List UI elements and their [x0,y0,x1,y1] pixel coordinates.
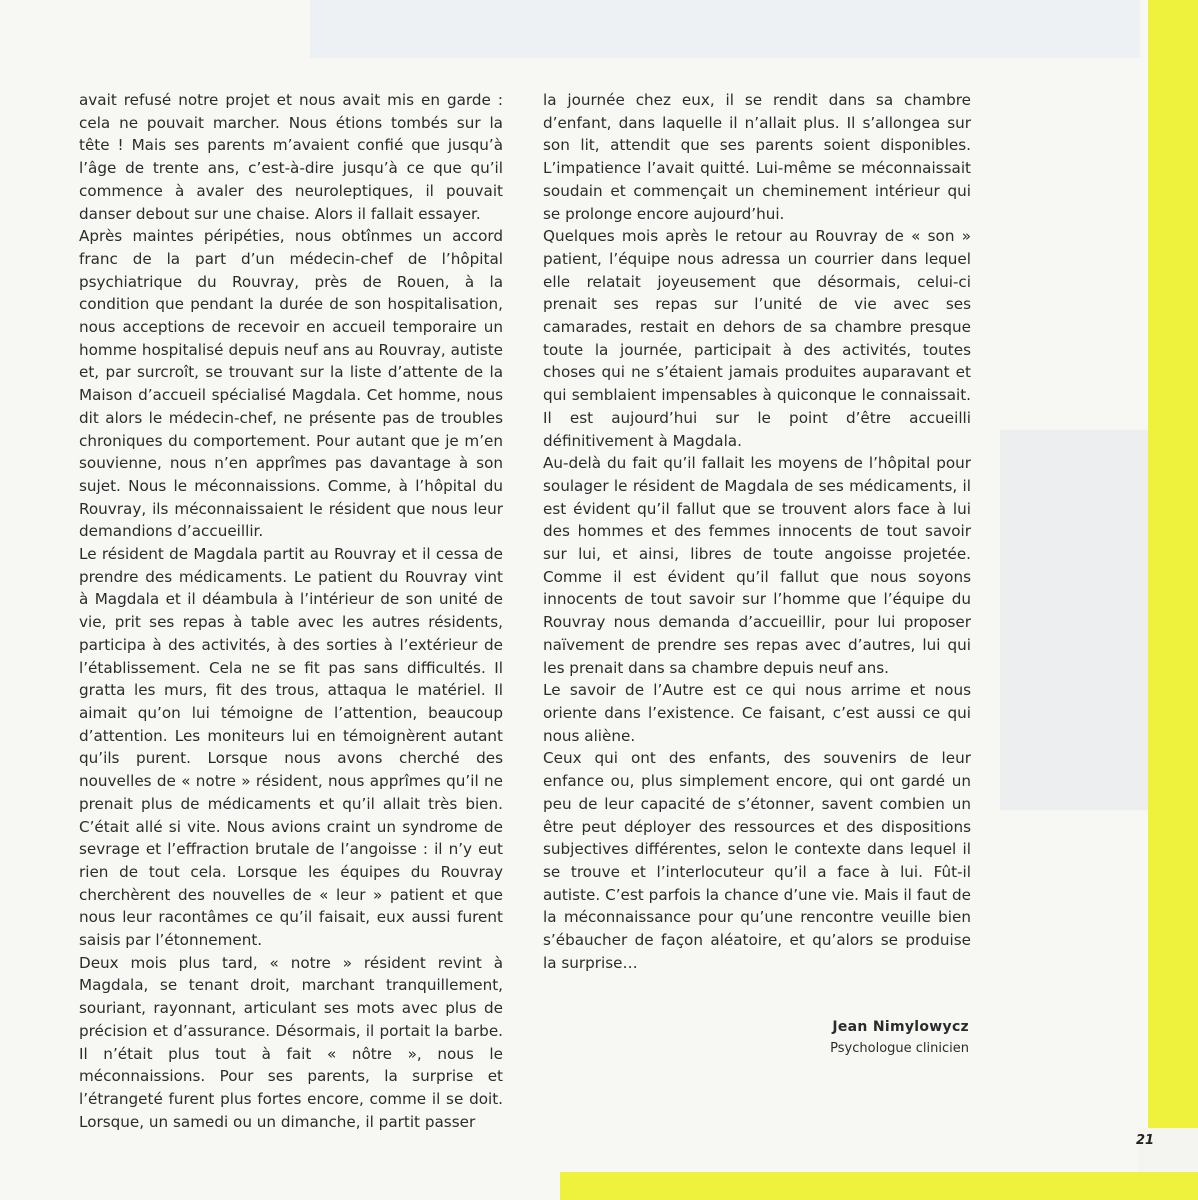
background-tint-right [1000,430,1150,810]
yellow-page-edge [1148,0,1198,1200]
background-tint-top [310,0,1140,58]
author-signature [740,1016,969,1060]
paragraph: Le résident de Magdala partit au Rouvray et il cessa de prendre des médicaments. Le patient du Rouvray vint à Magdala et il déambula à l’intérieur de son unité de vie, prit ses repas à table avec les autres résidents, participa à des activités, à des sorties à l’extérieur de l’établissement. Cela ne se fit pas sans difficultés. Il gratta les murs, fit des trous, attaqua le matériel. Il aimait qu’on lui témoigne de l’attention, beaucoup d’attention. Les moniteurs lui en témoignèrent autant qu’ils purent. Lorsque nous avons cherché des nouvelles de « notre » résident, nous apprîmes qu’il ne prenait plus de médicaments et qu’il allait très bien. C’était allé si vite. Nous avions craint un syndrome de sevrage et l’effraction brutale de l’angoisse : il n’y eut rien de tout cela. Lorsque les équipes du Rouvray cherchèrent des nouvelles de « leur » patient et que nous leur racontâmes ce qu’il faisait, eux aussi furent saisis par l’étonnement. [79,545,503,950]
author-title: Psychologue clinicien [830,1041,969,1056]
paragraph: Ceux qui ont des enfants, des souvenirs de leur enfance ou, plus simplement encore, qui ont gardé un peu de leur capacité de s’étonner, savent combien un être peut déployer des ressources et des dispositions subjectives différentes, selon le contexte dans lequel il se trouve et l’interlocuteur qu’il a face à lui. Fût-il autiste. C’est parfois la chance d’une vie. Mais il faut de la méconnaissance pour qu’une rencontre veuille bien s’ébaucher de façon aléatoire, et qu’alors se produise la surprise… [543,749,971,972]
paragraph: Le savoir de l’Autre est ce qui nous arrime et nous oriente dans l’existence. Ce faisant, c’est aussi ce qui nous aliène. [543,681,971,745]
paragraph: la journée chez eux, il se rendit dans sa chambre d’enfant, dans laquelle il n’allait plus. Il s’allongea sur son lit, attendit que ses parents soient disponibles. L’impatience l’avait quitté. Lui-même se méconnaissait soudain et commençait un cheminement intérieur qui se prolonge encore aujourd’hui. [543,91,971,223]
right-column [543,89,971,974]
page-number: 21 [1136,1133,1155,1148]
yellow-page-edge-bottom [560,1172,1198,1200]
author-name: Jean Nimylowycz [832,1019,969,1035]
left-column [79,89,503,1133]
paragraph: Après maintes péripéties, nous obtînmes un accord franc de la part d’un médecin-chef de l’hôpital psychiatrique du Rouvray, près de Rouen, à la condition que pendant la durée de son hospitalisation, nous acceptions de recevoir en accueil temporaire un homme hospitalisé depuis neuf ans au Rouvray, autiste et, par surcroît, se trouvant sur la liste d’attente de la Maison d’accueil spécialisé Magdala. Cet homme, nous dit alors le médecin-chef, ne présente pas de troubles chroniques du comportement. Pour autant que je m’en souvienne, nous n’en apprîmes pas davantage à son sujet. Nous le méconnaissions. Comme, à l’hôpital du Rouvray, ils méconnaissaient le résident que nous leur demandions d’accueillir. [79,227,503,541]
paragraph: Deux mois plus tard, « notre » résident revint à Magdala, se tenant droit, marchant tranquillement, souriant, rayonnant, articulant ses mots avec plus de précision et d’assurance. Désormais, il portait la barbe. Il n’était plus tout à fait « nôtre », nous le méconnaissions. Pour ses parents, la surprise et l’étrangeté furent plus fortes encore, comme il se doit. Lorsque, un samedi ou un dimanche, il partit passer [79,953,503,1131]
paragraph: Quelques mois après le retour au Rouvray de « son » patient, l’équipe nous adressa un courrier dans lequel elle relatait joyeusement que désormais, celui-ci prenait ses repas sur l’unité de vie avec ses camarades, restait en dehors de sa chambre presque toute la journée, participait à des activités, toutes choses qui ne s’étaient jamais produites auparavant et qui semblaient impensables à quiconque le connaissait. Il est aujourd’hui sur le point d’être accueilli définitivement à Magdala. [543,227,971,450]
paragraph: Au-delà du fait qu’il fallait les moyens de l’hôpital pour soulager le résident de Magdala de ses médicaments, il est évident qu’il fallut que se trouvent alors face à lui des hommes et des femmes innocents de tout savoir sur lui, et ainsi, libres de toute angoisse projetée. Comme il est évident qu’il fallut que nous soyons innocents de tout savoir sur l’homme que l’équipe du Rouvray nous demanda d’accueillir, pour lui proposer naïvement de prendre ses repas avec d’autres, lui qui les prenait dans sa chambre depuis neuf ans. [543,454,971,677]
paragraph: avait refusé notre projet et nous avait mis en garde : cela ne pouvait marcher. Nous étions tombés sur la tête ! Mais ses parents m’avaient confié que jusqu’à l’âge de trente ans, c’est-à-dire jusqu’à ce que qu’il commence à avaler des neuroleptiques, il pouvait danser debout sur une chaise. Alors il fallait essayer. [79,91,503,223]
